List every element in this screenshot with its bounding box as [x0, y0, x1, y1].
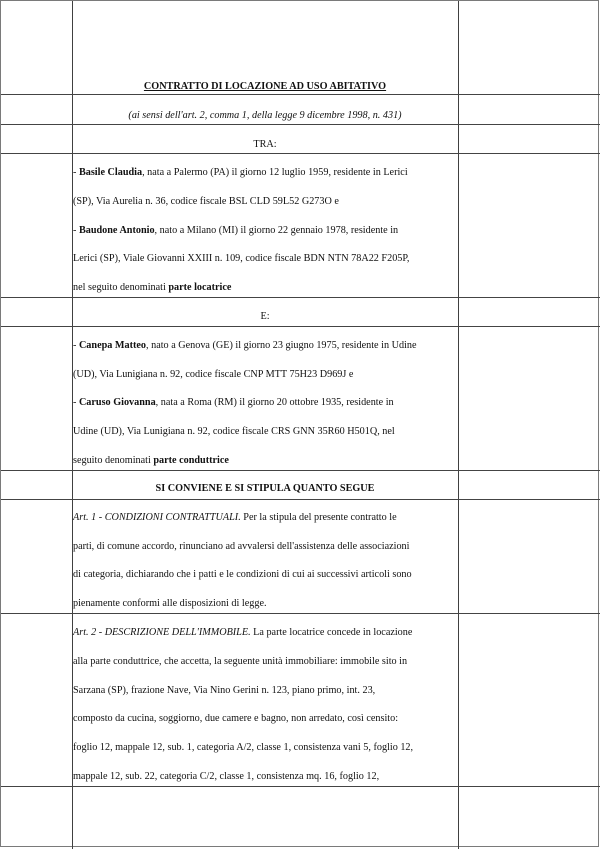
row-line: [1, 153, 600, 154]
tenant-designation-prefix: seguito denominati: [73, 455, 154, 466]
landlord2-line1: - Baudone Antonio, nato a Milano (MI) il giorno 22 gennaio 1978, residente in: [73, 225, 399, 236]
row-line: [1, 470, 600, 471]
landlord2-name: Baudone Antonio: [78, 225, 155, 236]
art2-text: La parte locatrice concede in locazione: [250, 627, 413, 638]
document-title: CONTRATTO DI LOCAZIONE AD USO ABITATIVO: [143, 81, 387, 92]
row-line: [1, 297, 600, 298]
tenant1-line1: - Canepa Matteo, nato a Genova (GE) il giorno 23 giugno 1975, residente in Udine: [73, 340, 417, 351]
tenant1-details: , nato a Genova (GE) il giorno 23 giugno 1975, residente in Udine: [146, 340, 417, 351]
tenant2-line2: Udine (UD), Via Lunigiana n. 92, codice fiscale CRS GNN 35R60 H501Q, nel: [73, 426, 395, 437]
art1-line4: pienamente conformi alle disposizioni di legge.: [73, 598, 267, 609]
row-line: [1, 94, 600, 95]
row-line: [1, 613, 600, 614]
landlord2-details: , nato a Milano (MI) il giorno 22 gennaio 1978, residente in: [154, 225, 399, 236]
landlord2-line2: Lerici (SP), Viale Giovanni XXIII n. 109, codice fiscale BDN NTN 78A22 F205P,: [73, 253, 410, 264]
art2-line2: alla parte conduttrice, che accetta, la seguente unità immobiliare: immobile sito in: [73, 656, 408, 667]
row-line: [1, 124, 600, 125]
landlord1-name: Basile Claudia: [78, 167, 143, 178]
tenant2-line1: - Caruso Giovanna, nata a Roma (RM) il giorno 20 ottobre 1935, residente in: [73, 397, 394, 408]
row-line: [1, 326, 600, 327]
tra-label: TRA:: [253, 139, 277, 150]
tenant1-line2: (UD), Via Lunigiana n. 92, codice fiscale CNP MTT 75H23 D969J e: [73, 369, 354, 380]
landlord-designation-prefix: nel seguito denominati: [73, 282, 169, 293]
agreement-heading: SI CONVIENE E SI STIPULA QUANTO SEGUE: [155, 483, 375, 494]
art2-line5: foglio 12, mappale 12, sub. 1, categoria A/2, classe 1, consistenza vani 5, foglio 12,: [73, 742, 414, 753]
art1-line2: parti, di comune accordo, rinunciano ad avvalersi dell'assistenza delle associazioni: [73, 541, 410, 552]
art2-line3: Sarzana (SP), frazione Nave, Via Nino Gerini n. 123, piano primo, int. 23,: [73, 685, 376, 696]
tenant-role: parte conduttrice: [153, 455, 229, 466]
document-subtitle: (ai sensi dell'art. 2, comma 1, della legge 9 dicembre 1998, n. 431): [128, 110, 402, 121]
landlord-role: parte locatrice: [168, 282, 232, 293]
tenant2-name: Caruso Giovanna: [78, 397, 156, 408]
tenant2-line3: [73, 455, 457, 467]
tenant2-details: , nata a Roma (RM) il giorno 20 ottobre 1935, residente in: [155, 397, 394, 408]
landlord1-line2: (SP), Via Aurelia n. 36, codice fiscale BSL CLD 59L52 G273O e: [73, 196, 339, 207]
art1-line3: di categoria, dichiarando che i patti e le condizioni di cui ai successivi articoli sono: [73, 569, 412, 580]
art2-line1: [73, 627, 457, 639]
art2-line6: mappale 12, sub. 22, categoria C/2, classe 1, consistenza mq. 16, foglio 12,: [73, 771, 380, 782]
row-line: [1, 499, 600, 500]
art2-line4: composto da cucina, soggiorno, due camere e bagno, non arredato, così censito:: [73, 713, 399, 724]
landlord2-line3: [73, 282, 457, 294]
column-line-right: [458, 1, 459, 849]
art2-heading: Art. 2 - DESCRIZIONE DELL'IMMOBILE.: [73, 627, 251, 638]
tenant1-name: Canepa Matteo: [78, 340, 147, 351]
art1-heading: Art. 1 - CONDIZIONI CONTRATTUALI.: [73, 512, 241, 523]
landlord1-line1: - Basile Claudia, nata a Palermo (PA) il giorno 12 luglio 1959, residente in Lerici: [73, 167, 408, 178]
art1-text: Per la stipula del presente contratto le: [240, 512, 397, 523]
landlord1-details: , nata a Palermo (PA) il giorno 12 luglio 1959, residente in Lerici: [142, 167, 408, 178]
row-line: [1, 786, 600, 787]
e-label: E:: [260, 311, 270, 322]
art1-line1: [73, 512, 457, 524]
